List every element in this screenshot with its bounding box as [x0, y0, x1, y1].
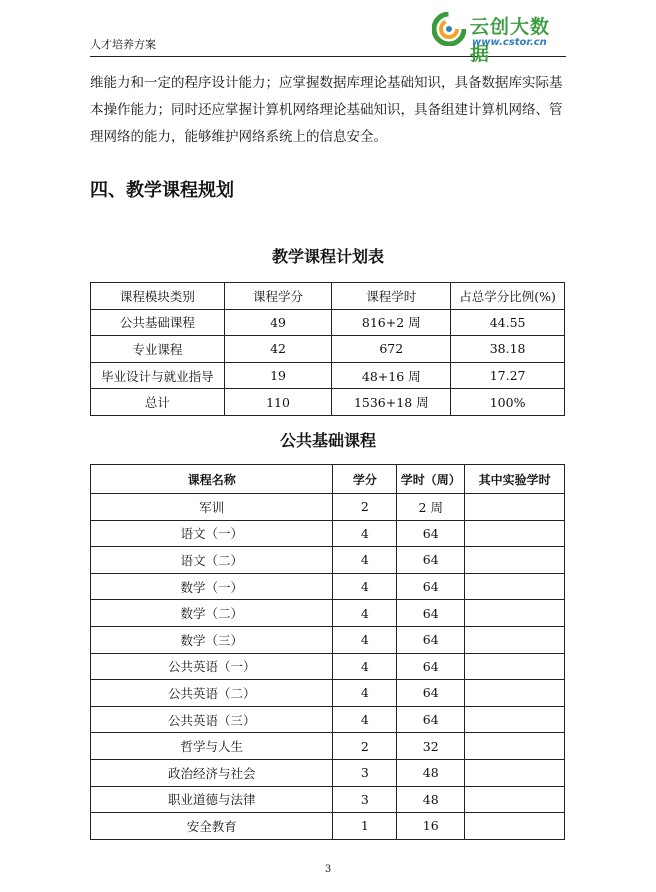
table-cell: 4 — [333, 520, 397, 547]
table-row — [91, 600, 565, 627]
table-row — [91, 547, 565, 574]
table-cell: 数学（一） — [91, 573, 333, 600]
course-header-cell: 课程名称 — [91, 465, 333, 494]
table-cell: 3 — [333, 759, 397, 786]
table-cell: 公共英语（三） — [91, 706, 333, 733]
table-row — [91, 786, 565, 813]
plan-header-cell: 课程模块类别 — [91, 283, 225, 310]
table-cell: 64 — [397, 520, 465, 547]
table-row — [91, 813, 565, 840]
table-cell: 48 — [397, 759, 465, 786]
table-cell: 17.27 — [451, 362, 565, 389]
table-cell — [465, 680, 565, 707]
table-cell: 职业道德与法律 — [91, 786, 333, 813]
table-cell: 64 — [397, 680, 465, 707]
table-cell: 4 — [333, 573, 397, 600]
table-cell — [465, 813, 565, 840]
table-row — [91, 573, 565, 600]
table-cell: 2 — [333, 733, 397, 760]
intro-paragraph: 维能力和一定的程序设计能力；应掌握数据库理论基础知识，具备数据库实际基本操作能力；同时还应掌握计算机网络理论基础知识，具备组建计算机网络、管理网络的能力，能够维护网络系统上的信息安全。 — [90, 75, 563, 145]
table-row — [91, 309, 565, 336]
table-cell — [465, 786, 565, 813]
table-cell — [465, 547, 565, 574]
table-cell: 4 — [333, 626, 397, 653]
table-cell: 42 — [224, 336, 332, 363]
course-header-cell: 学分 — [333, 465, 397, 494]
table-cell: 军训 — [91, 494, 333, 521]
table-cell: 38.18 — [451, 336, 565, 363]
plan-table-header-row — [91, 283, 565, 310]
table-cell: 64 — [397, 626, 465, 653]
logo-swirl-icon — [432, 12, 466, 46]
table-cell — [465, 653, 565, 680]
plan-header-cell: 占总学分比例(%) — [451, 283, 565, 310]
table-cell: 100% — [451, 389, 565, 416]
page-header — [90, 8, 566, 65]
table-cell: 公共英语（二） — [91, 680, 333, 707]
table-cell — [465, 494, 565, 521]
table-cell: 总计 — [91, 389, 225, 416]
table-row — [91, 759, 565, 786]
table-cell: 4 — [333, 680, 397, 707]
course-table-title: 公共基础课程 — [279, 431, 376, 450]
table-cell: 19 — [224, 362, 332, 389]
table-row — [91, 362, 565, 389]
table-row — [91, 494, 565, 521]
table-row — [91, 389, 565, 416]
table-cell: 64 — [397, 600, 465, 627]
table-cell: 专业课程 — [91, 336, 225, 363]
table-cell: 64 — [397, 547, 465, 574]
table-cell: 64 — [397, 706, 465, 733]
course-table-body — [91, 494, 565, 840]
table-row — [91, 653, 565, 680]
table-cell: 数学（二） — [91, 600, 333, 627]
table-cell: 1536+18 周 — [332, 389, 451, 416]
table-cell: 64 — [397, 653, 465, 680]
course-table — [90, 464, 565, 840]
table-cell: 语文（二） — [91, 547, 333, 574]
table-cell: 4 — [333, 547, 397, 574]
table-cell: 数学（三） — [91, 626, 333, 653]
table-row — [91, 733, 565, 760]
table-cell: 政治经济与社会 — [91, 759, 333, 786]
table-cell: 公共基础课程 — [91, 309, 225, 336]
table-cell: 4 — [333, 706, 397, 733]
course-header-cell: 其中实验学时 — [465, 465, 565, 494]
header-title: 人才培养方案 — [90, 38, 156, 51]
table-cell: 2 周 — [397, 494, 465, 521]
table-cell: 4 — [333, 653, 397, 680]
table-cell: 4 — [333, 600, 397, 627]
table-cell: 公共英语（一） — [91, 653, 333, 680]
table-cell: 安全教育 — [91, 813, 333, 840]
table-row — [91, 680, 565, 707]
plan-table-title: 教学课程计划表 — [271, 247, 384, 266]
table-cell: 110 — [224, 389, 332, 416]
logo-url: www.cstor.cn — [472, 37, 547, 48]
plan-table — [90, 282, 565, 416]
table-cell: 816+2 周 — [332, 309, 451, 336]
table-cell — [465, 759, 565, 786]
section-heading: 四、教学课程规划 — [90, 180, 234, 201]
table-row — [91, 626, 565, 653]
table-cell — [465, 600, 565, 627]
table-cell: 48 — [397, 786, 465, 813]
table-cell — [465, 733, 565, 760]
table-cell: 16 — [397, 813, 465, 840]
table-cell: 语文（一） — [91, 520, 333, 547]
table-cell — [465, 626, 565, 653]
table-cell: 32 — [397, 733, 465, 760]
table-cell: 48+16 周 — [332, 362, 451, 389]
table-cell: 2 — [333, 494, 397, 521]
page-number: 3 — [324, 864, 332, 875]
course-header-cell: 学时（周） — [397, 465, 465, 494]
table-cell: 64 — [397, 573, 465, 600]
table-cell: 672 — [332, 336, 451, 363]
table-cell: 44.55 — [451, 309, 565, 336]
table-cell — [465, 573, 565, 600]
course-table-header-row — [91, 465, 565, 494]
logo-name: 云创大数据 — [470, 16, 551, 65]
table-cell — [465, 706, 565, 733]
table-cell: 3 — [333, 786, 397, 813]
table-row — [91, 520, 565, 547]
table-cell — [465, 520, 565, 547]
plan-header-cell: 课程学时 — [332, 283, 451, 310]
plan-header-cell: 课程学分 — [224, 283, 332, 310]
table-cell: 1 — [333, 813, 397, 840]
table-cell: 49 — [224, 309, 332, 336]
table-row — [91, 336, 565, 363]
table-cell: 哲学与人生 — [91, 733, 333, 760]
company-logo — [426, 10, 566, 65]
table-row — [91, 706, 565, 733]
table-cell: 毕业设计与就业指导 — [91, 362, 225, 389]
